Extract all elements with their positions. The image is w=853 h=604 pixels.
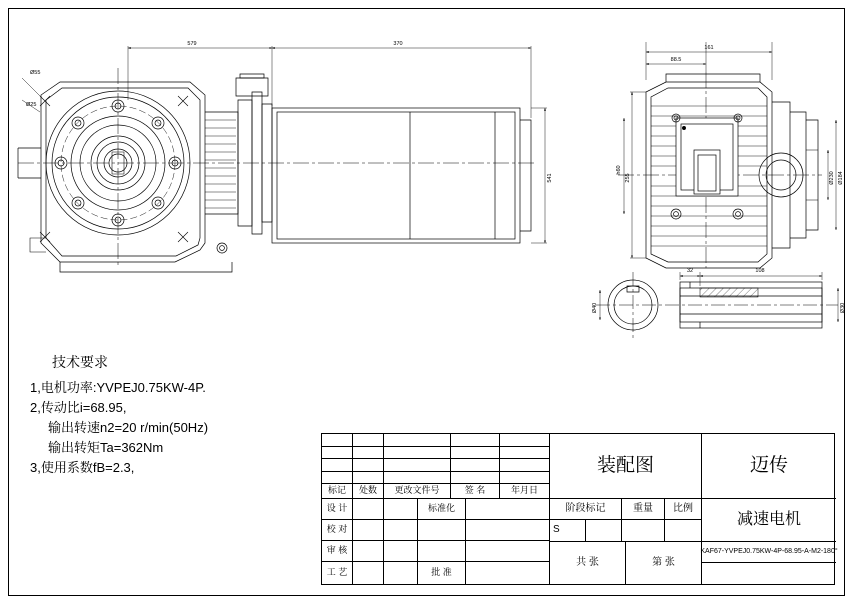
rev-blank-r3c1 — [322, 459, 353, 472]
tech-line-2: 2,传动比i=68.95, — [30, 399, 127, 415]
row-review-label: 审 核 — [322, 541, 353, 562]
sheet-index: 第 张 — [626, 542, 702, 584]
row-check-label: 校 对 — [322, 520, 353, 541]
sheet-title: 装配图 — [550, 434, 702, 499]
approve-value — [466, 562, 550, 584]
row-check-date — [384, 520, 418, 541]
dim-d25: Ø25 — [26, 102, 37, 108]
stage-header-weight: 重量 — [622, 499, 665, 520]
row-design-label: 设 计 — [322, 499, 353, 520]
row-check-sign — [353, 520, 384, 541]
rev-blank-r3c2 — [353, 459, 384, 472]
dim-d184: Ø184 — [838, 171, 844, 185]
dim-370: 370 — [393, 41, 403, 47]
row-process-date — [384, 562, 418, 584]
rev-blank-r3c4 — [451, 459, 500, 472]
rev-blank-r2c5 — [500, 447, 550, 460]
dim-h60: h60 — [616, 165, 622, 175]
dim-255: 255 — [625, 173, 631, 183]
rev-blank-r1c1 — [322, 434, 353, 447]
rev-blank-r4c1 — [322, 472, 353, 485]
dim-d55: Ø55 — [30, 70, 41, 76]
dim-32: 32 — [686, 268, 694, 274]
scale-value — [665, 520, 702, 542]
rev-header-sign: 签 名 — [451, 484, 500, 499]
stage-value-2 — [586, 520, 622, 542]
tech-line-1: 1,电机功率:YVPEJ0.75KW-4P. — [30, 379, 206, 395]
tech-heading: 技术要求 — [52, 354, 108, 370]
dim-d40: Ø40 — [592, 302, 598, 314]
rev-blank-r4c4 — [451, 472, 500, 485]
rev-blank-r4c5 — [500, 472, 550, 485]
rev-blank-r3c3 — [384, 459, 451, 472]
title-block — [321, 433, 838, 585]
stage-header-mark: 阶段标记 — [550, 499, 622, 520]
tech-line-3: 输出转速n2=20 r/min(50Hz) — [48, 419, 209, 435]
dim-541: 541 — [547, 173, 553, 183]
approve-label: 批 准 — [418, 562, 466, 584]
sheet-count: 共 张 — [550, 542, 626, 584]
model-code: KAF67-YVPEJ0.75KW-4P-68.95-A-M2-180° — [702, 542, 836, 563]
rev-header-count: 处数 — [353, 484, 384, 499]
rev-blank-r1c3 — [384, 434, 451, 447]
company-name: 迈传 — [702, 434, 836, 499]
std-value — [466, 499, 550, 520]
row-process-label: 工 艺 — [322, 562, 353, 584]
row-review-extra2 — [466, 541, 550, 562]
rev-header-date: 年月日 — [500, 484, 550, 499]
row-process-sign — [353, 562, 384, 584]
tech-line-4: 输出转矩Ta=362Nm — [48, 440, 164, 456]
dim-579: 579 — [187, 41, 197, 47]
row-design-date — [384, 499, 418, 520]
right-blank — [702, 563, 836, 584]
rev-header-mark: 标记 — [322, 484, 353, 499]
dim-108: 108 — [755, 268, 765, 274]
rev-header-docno: 更改文件号 — [384, 484, 451, 499]
row-review-date — [384, 541, 418, 562]
dim-88-5: 88.5 — [670, 57, 682, 63]
rev-blank-r4c2 — [353, 472, 384, 485]
row-review-sign — [353, 541, 384, 562]
stage-value: S — [550, 520, 586, 542]
product-name: 减速电机 — [702, 499, 836, 542]
row-review-extra1 — [418, 541, 466, 562]
rev-blank-r2c1 — [322, 447, 353, 460]
rev-blank-r2c3 — [384, 447, 451, 460]
dim-d230: Ø230 — [829, 171, 835, 185]
dim-d30: Ø30 — [840, 302, 846, 314]
row-check-extra2 — [466, 520, 550, 541]
rev-blank-r4c3 — [384, 472, 451, 485]
stage-header-scale: 比例 — [665, 499, 702, 520]
rev-blank-r3c5 — [500, 459, 550, 472]
technical-requirements — [30, 352, 330, 478]
tech-line-5: 3,使用系数fB=2.3, — [30, 460, 135, 476]
weight-value — [622, 520, 665, 542]
rev-blank-r1c4 — [451, 434, 500, 447]
rev-blank-r1c2 — [353, 434, 384, 447]
rev-blank-r2c4 — [451, 447, 500, 460]
row-design-sign — [353, 499, 384, 520]
dim-161: 161 — [704, 45, 714, 51]
rev-blank-r1c5 — [500, 434, 550, 447]
rev-blank-r2c2 — [353, 447, 384, 460]
row-check-extra1 — [418, 520, 466, 541]
std-label: 标准化 — [418, 499, 466, 520]
